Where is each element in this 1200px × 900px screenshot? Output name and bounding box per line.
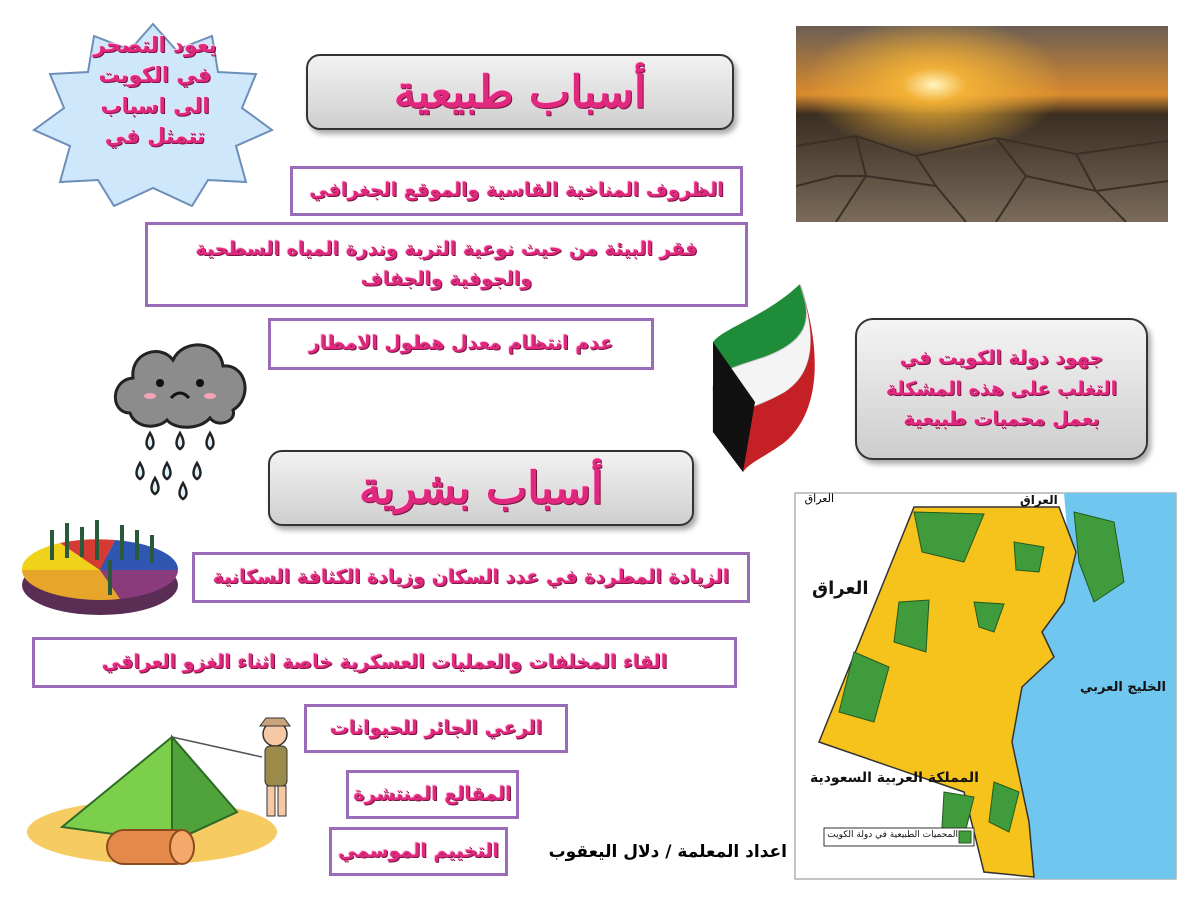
natural-cause-2: فقر البيئة من حيث نوعية التربة وندرة المياه السطحية والجوفية والجفاف	[145, 222, 748, 307]
efforts-box: جهود دولة الكويت في التغلب على هذه المشكلة بعمل محميات طبيعية	[855, 318, 1148, 460]
cracked-desert-photo	[796, 26, 1168, 222]
map-label-iraq: العراق	[812, 578, 869, 599]
camping-tent-icon	[22, 712, 312, 872]
natural-cause-3: عدم انتظام معدل هطول الامطار	[268, 318, 654, 370]
map-label-iraq-top: العراق	[804, 492, 834, 505]
human-cause-4: المقالع المنتشرة	[346, 770, 519, 819]
natural-cause-1: الظروف المناخية القاسية والموقع الجغرافي	[290, 166, 743, 216]
map-label-iraq-top: العراق	[1020, 493, 1058, 507]
human-cause-5: التخييم الموسمي	[329, 827, 508, 876]
map-label-gulf: الخليج العربي	[1080, 680, 1167, 695]
human-cause-1: الزيادة المطردة في عدد السكان وزيادة الكثافة السكانية	[192, 552, 750, 603]
kuwait-flag-icon	[705, 282, 815, 472]
human-cause-2: القاء المخلفات والعمليات العسكرية خاصة اثناء الغزو العراقي	[32, 637, 737, 688]
star-text: يعود التصحر في الكويت الى اسباب تتمثل في	[93, 33, 217, 149]
map-label-saudi: المملكة العربية السعودية	[810, 770, 979, 786]
teacher-credit: اعداد المعلمة / دلال اليعقوب	[548, 842, 787, 862]
population-pie-icon	[20, 515, 182, 620]
sad-rain-cloud-icon	[105, 318, 255, 508]
map-legend: المحميات الطبيعية في دولة الكويت	[827, 830, 958, 840]
human-causes-title: أسباب بشرية	[268, 450, 694, 526]
natural-causes-title: أسباب طبيعية	[306, 54, 734, 130]
human-cause-3: الرعي الجائر للحيوانات	[304, 704, 568, 753]
